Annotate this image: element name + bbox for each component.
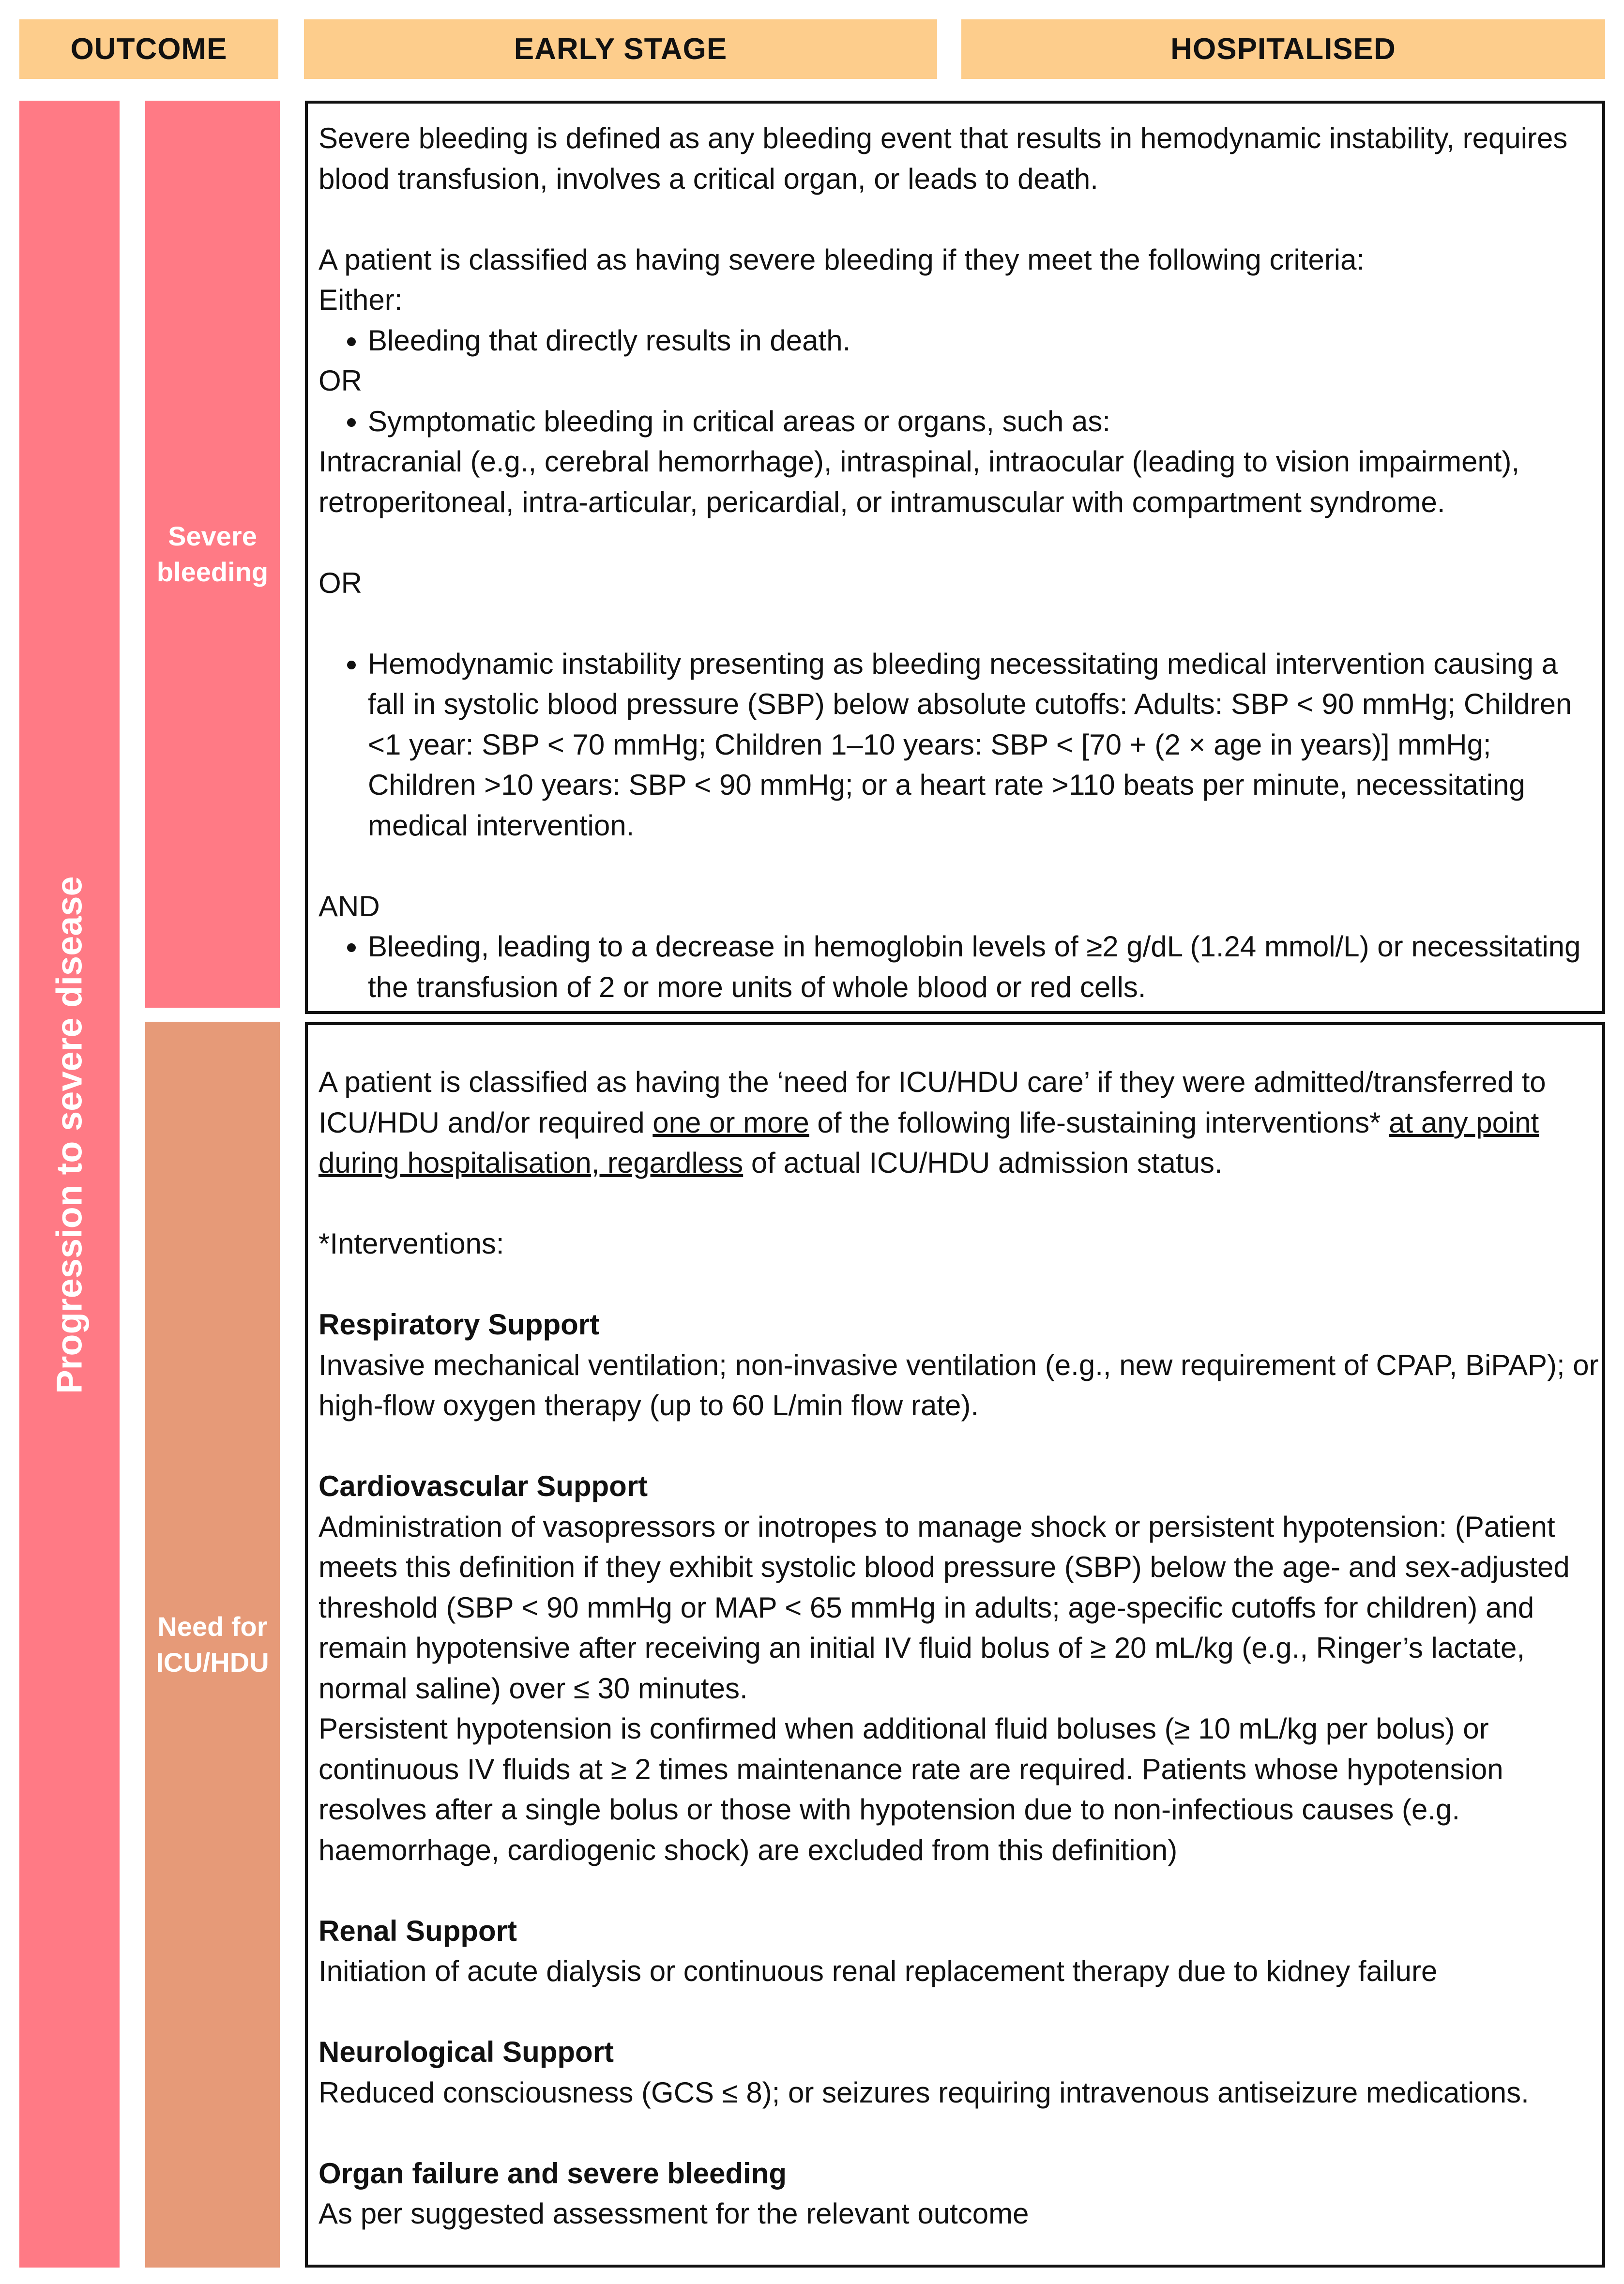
icu-definition bbox=[305, 1022, 1605, 2268]
header-early-stage: EARLY STAGE bbox=[304, 19, 937, 79]
icu-label-line1: Need for bbox=[157, 1611, 268, 1642]
severe-bleeding-definition bbox=[305, 101, 1605, 1014]
criteria-list-1 bbox=[319, 320, 1602, 361]
critical-areas-text: Intracranial (e.g., cerebral hemorrhage), intraspinal, intraocular (leading to vision impairment), retroperitoneal, intra-articular, pericardial, or intramuscular with compartment syndrome. bbox=[319, 445, 1520, 518]
severe-bleeding-label bbox=[145, 101, 280, 1008]
list-item: • Hemodynamic instability presenting as bleeding necessitating medical intervention causing a fall in systolic blood pressure (SBP) below absolute cutoffs: Adults: SBP < 90 mmHg; Children <1 year: SBP < 70 mmHg; Children 1–10 years: SBP < [70 + (2 × age in years)] mmHg; Children >10 years: SBP < 90 mmHg; or a heart rate >110 beats per minute, necessitating medical intervention. bbox=[368, 644, 1602, 846]
icu-label-line2: ICU/HDU bbox=[156, 1647, 269, 1678]
or-label: OR bbox=[319, 364, 362, 397]
respiratory-support-text: Invasive mechanical ventilation; non-invasive ventilation (e.g., new requirement of CPAP, BiPAP); or high-flow oxygen therapy (up to 60 L/min flow rate). bbox=[319, 1348, 1599, 1422]
cardiovascular-support-text-2: Persistent hypotension is confirmed when additional fluid boluses (≥ 10 mL/kg per bolus) or continuous IV fluids at ≥ 2 times maintenance rate are required. Patients whose hypotension resolves after a single bolus or those with hypotension due to non-infectious causes (e.g. haemorrhage, cardiogenic shock) are excluded from this definition) bbox=[319, 1712, 1503, 1866]
criteria-list-2 bbox=[319, 401, 1602, 442]
icu-intro-underline-2: at any point during hospitalisation, regardless bbox=[319, 1106, 1539, 1179]
or-label: OR bbox=[319, 566, 362, 599]
severe-bleeding-label-line1: Severe bbox=[168, 521, 257, 551]
organ-failure-title: Organ failure and severe bleeding bbox=[319, 2157, 787, 2190]
neurological-support-title: Neurological Support bbox=[319, 2036, 614, 2068]
icu-intro-a: A patient is classified as having the ‘need for ICU/HDU care’ if they were admitted/transferred to ICU/HDU and/or required bbox=[319, 1066, 1546, 1139]
criteria-list-3 bbox=[319, 644, 1602, 846]
severe-bleeding-criteria-intro: A patient is classified as having severe bleeding if they meet the following criteria: bbox=[319, 243, 1365, 276]
renal-support-text: Initiation of acute dialysis or continuous renal replacement therapy due to kidney failure bbox=[319, 1955, 1438, 1987]
severe-bleeding-intro: Severe bleeding is defined as any bleeding event that results in hemodynamic instability, requires blood transfusion, involves a critical organ, or leads to death. bbox=[319, 122, 1568, 195]
progression-label: Progression to severe disease bbox=[49, 876, 90, 1394]
list-item: • Symptomatic bleeding in critical areas or organs, such as: bbox=[368, 401, 1602, 442]
cardiovascular-support-title: Cardiovascular Support bbox=[319, 1470, 648, 1502]
interventions-label: *Interventions: bbox=[319, 1227, 504, 1260]
organ-failure-text: As per suggested assessment for the relevant outcome bbox=[319, 2197, 1029, 2230]
header-hospitalised: HOSPITALISED bbox=[961, 19, 1605, 79]
either-label: Either: bbox=[319, 284, 403, 316]
respiratory-support-title: Respiratory Support bbox=[319, 1308, 600, 1341]
list-item: • Bleeding, leading to a decrease in hemoglobin levels of ≥2 g/dL (1.24 mmol/L) or necessitating the transfusion of 2 or more units of whole blood or red cells. bbox=[368, 926, 1602, 1007]
criteria-list-4 bbox=[319, 926, 1602, 1007]
list-item: • Bleeding that directly results in death. bbox=[368, 320, 1602, 361]
renal-support-title: Renal Support bbox=[319, 1914, 517, 1947]
icu-label bbox=[145, 1022, 280, 2268]
header-outcome: OUTCOME bbox=[19, 19, 278, 79]
cardiovascular-support-text-1: Administration of vasopressors or inotropes to manage shock or persistent hypotension: (Patient meets this definition if they exhibit systolic blood pressure (SBP) below the age- and sex-adjusted threshold (SBP < 90 mmHg or MAP < 65 mmHg in adults; age-specific cutoffs for children) and remain hypotensive after receiving an initial IV fluid bolus of ≥ 20 mL/kg (e.g., Ringer’s lactate, normal saline) over ≤ 30 minutes. bbox=[319, 1510, 1570, 1705]
icu-intro-c: of actual ICU/HDU admission status. bbox=[743, 1147, 1223, 1179]
icu-intro-b: of the following life-sustaining interventions* bbox=[809, 1106, 1389, 1139]
neurological-support-text: Reduced consciousness (GCS ≤ 8); or seizures requiring intravenous antiseizure medications. bbox=[319, 2076, 1529, 2109]
and-label: AND bbox=[319, 890, 380, 923]
icu-intro bbox=[319, 1062, 1602, 1183]
icu-intro-underline-1: one or more bbox=[653, 1106, 809, 1139]
severe-bleeding-label-line2: bleeding bbox=[156, 557, 269, 587]
